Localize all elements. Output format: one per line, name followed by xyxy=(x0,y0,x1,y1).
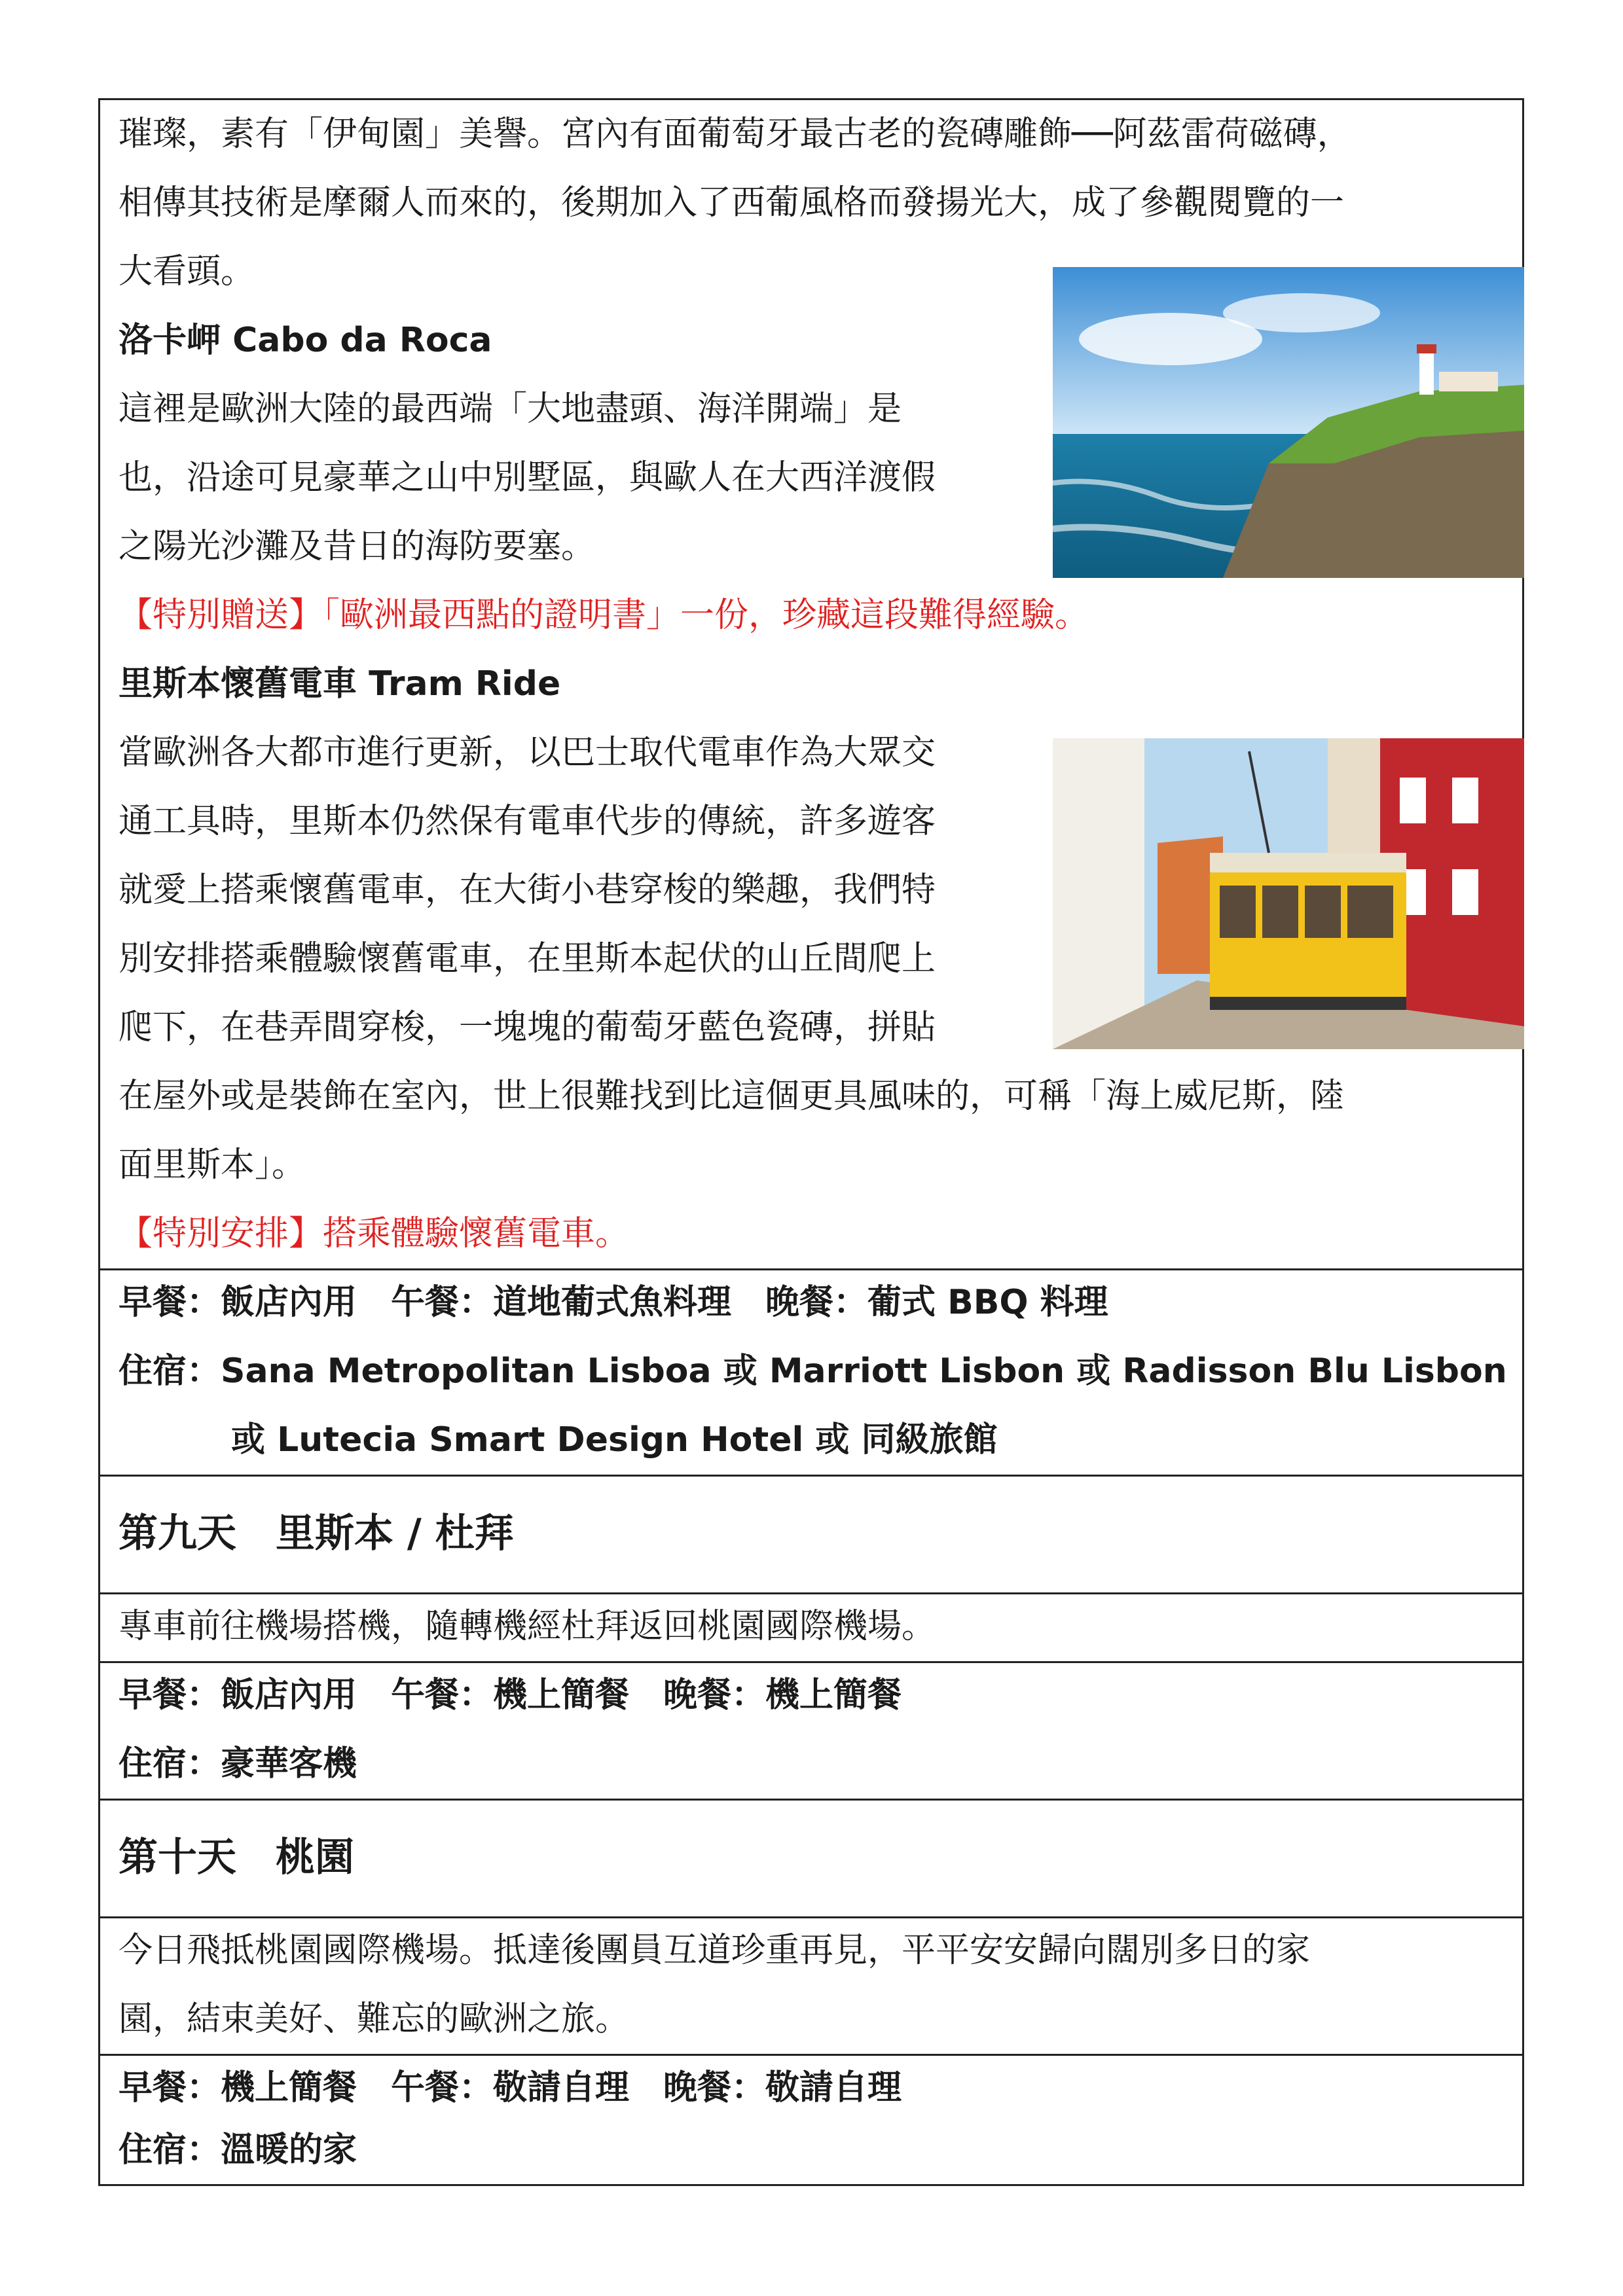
day10-meals: 早餐：機上簡餐 午餐：敬請自理 晚餐：敬請自理 xyxy=(119,2068,902,2108)
tram-line-1: 當歐洲各大都市進行更新，以巴士取代電車作為大眾交 xyxy=(119,733,936,772)
day8-stay-line-2: 或 Lutecia Smart Design Hotel 或 同級旅館 xyxy=(231,1420,998,1460)
lisbon-tram-photo xyxy=(1053,738,1524,1049)
tram-title: 里斯本懷舊電車 Tram Ride xyxy=(119,664,561,704)
intro-line-3: 大看頭。 xyxy=(119,252,255,291)
itinerary-table xyxy=(98,98,1524,2186)
day9-stay: 住宿：豪華客機 xyxy=(119,1744,357,1784)
tram-line-2: 通工具時，里斯本仍然保有電車代步的傳統，許多遊客 xyxy=(119,802,936,841)
day9-meals: 早餐：飯店內用 午餐：機上簡餐 晚餐：機上簡餐 xyxy=(119,1676,902,1715)
intro-line-2: 相傳其技術是摩爾人而來的，後期加入了西葡風格而發揚光大，成了參觀閱覽的一 xyxy=(119,183,1345,223)
cabo-line-1: 這裡是歐洲大陸的最西端「大地盡頭、海洋開端」是 xyxy=(119,389,902,429)
cabo-title: 洛卡岬 Cabo da Roca xyxy=(119,321,492,360)
tram-special: 【特別安排】搭乘體驗懷舊電車。 xyxy=(119,1214,630,1253)
day9-title: 第九天 里斯本 / 杜拜 xyxy=(119,1511,514,1556)
tram-line-6: 在屋外或是裝飾在室內，世上很難找到比這個更具風味的，可稱「海上威尼斯，陸 xyxy=(119,1077,1345,1116)
tram-line-7: 面里斯本」。 xyxy=(119,1145,306,1185)
day10-title: 第十天 桃園 xyxy=(119,1835,354,1880)
cabo-line-2: 也，沿途可見豪華之山中別墅區，與歐人在大西洋渡假 xyxy=(119,458,936,497)
day8-meals: 早餐：飯店內用 午餐：道地葡式魚料理 晚餐：葡式 BBQ 料理 xyxy=(119,1283,1108,1322)
cabo-special: 【特別贈送】「歐洲最西點的證明書」一份，珍藏這段難得經驗。 xyxy=(119,596,1089,635)
day8-stay-line-1: 住宿：Sana Metropolitan Lisboa 或 Marriott Lisbon 或 Radisson Blu Lisbon xyxy=(119,1352,1507,1391)
cabo-line-3: 之陽光沙灘及昔日的海防要塞。 xyxy=(119,527,596,566)
tram-line-3: 就愛上搭乘懷舊電車，在大街小巷穿梭的樂趣，我們特 xyxy=(119,870,936,910)
tram-line-4: 別安排搭乘體驗懷舊電車，在里斯本起伏的山丘間爬上 xyxy=(119,939,936,978)
intro-line-1: 璀璨，素有「伊甸園」美譽。宮內有面葡萄牙最古老的瓷磚雕飾──阿茲雷荷磁磚， xyxy=(119,115,1351,154)
tram-line-5: 爬下，在巷弄間穿梭，一塊塊的葡萄牙藍色瓷磚，拼貼 xyxy=(119,1008,936,1047)
day10-stay: 住宿：溫暖的家 xyxy=(119,2130,357,2170)
cabo-da-roca-photo xyxy=(1053,267,1524,578)
day10-description-line-1: 今日飛抵桃園國際機場。抵達後團員互道珍重再見，平平安安歸向闊別多日的家 xyxy=(119,1931,1311,1970)
day9-description: 專車前往機場搭機，隨轉機經杜拜返回桃園國際機場。 xyxy=(119,1607,936,1646)
day10-description-line-2: 園，結束美好、難忘的歐洲之旅。 xyxy=(119,2000,630,2039)
